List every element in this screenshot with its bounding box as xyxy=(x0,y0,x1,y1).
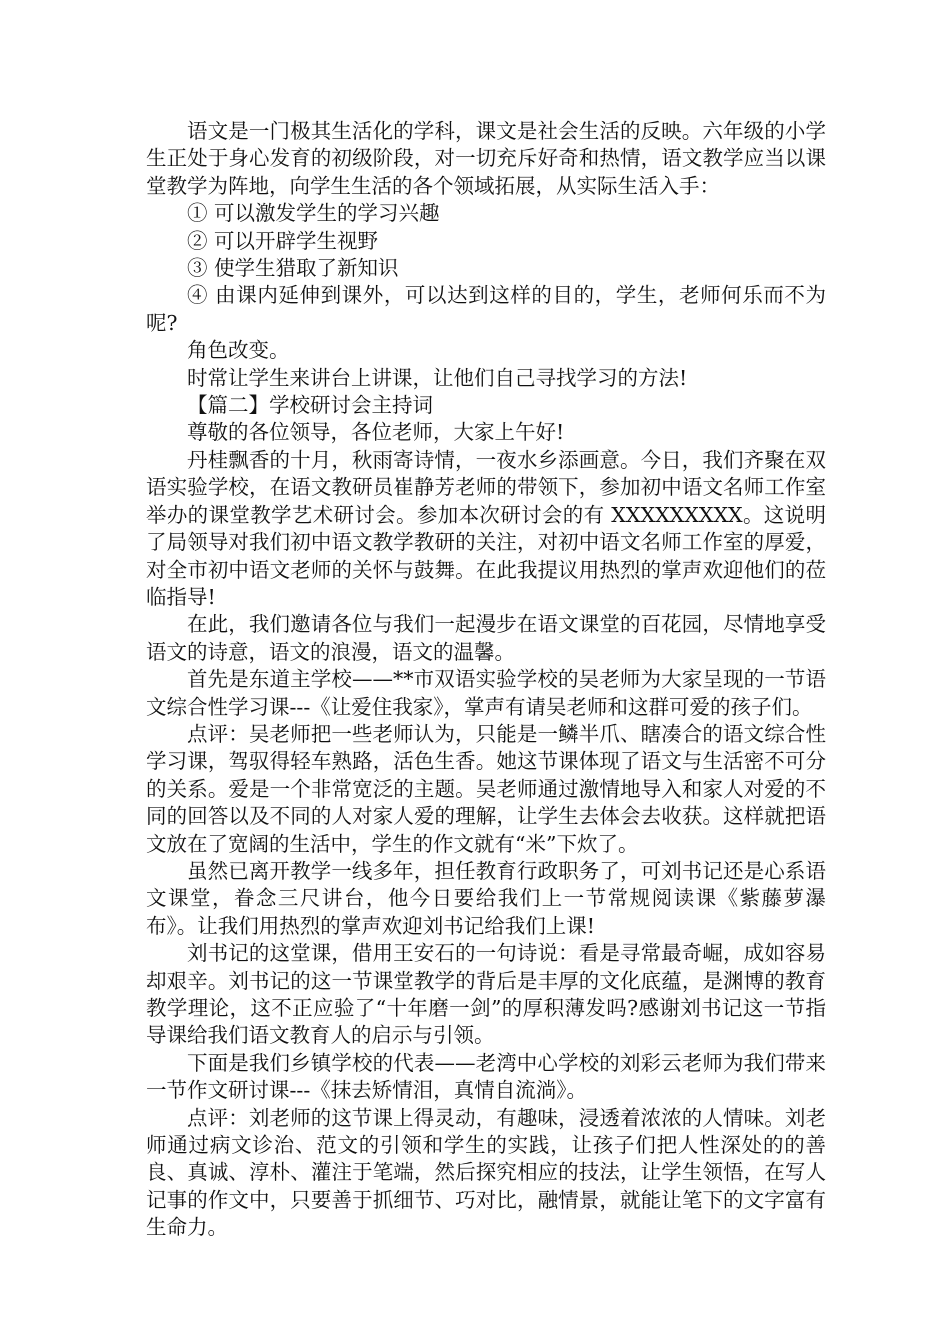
paragraph-intro: 语文是一门极其生活化的学科，课文是社会生活的反映。六年级的小学生正处于身心发育的初级阶段，对一切充斥好奇和热情，语文教学应当以课堂教学为阵地，向学生生活的各个领域拓展，从实际生活入手： xyxy=(146,119,826,198)
paragraph-opening: 丹桂飘香的十月，秋雨寄诗情，一夜水乡添画意。今日，我们齐聚在双语实验学校，在语文教研员崔静芳老师的带领下，参加初中语文名师工作室举办的课堂教学艺术研讨会。参加本次研讨会的有 XXXXXXXXX。这说明了局领导对我们初中语文教学教研的关注，对初中语文名师工作室的厚爱，对全市初中语文老师的关怀与鼓舞。在此我提议用热烈的掌声欢迎他们的莅临指导! xyxy=(146,447,826,609)
list-item-2: ② 可以开辟学生视野 xyxy=(187,228,379,253)
paragraph-third-lesson: 下面是我们乡镇学校的代表——老湾中心学校的刘彩云老师为我们带来一节作文研讨课---《抹去矫情泪，真情自流淌》。 xyxy=(146,1050,826,1103)
paragraph-student-teaching: 时常让学生来讲台上讲课，让他们自己寻找学习的方法! xyxy=(187,365,688,390)
paragraph-role-change: 角色改变。 xyxy=(187,338,290,363)
list-item-4: ④ 由课内延伸到课外，可以达到这样的目的，学生，老师何乐而不为呢? xyxy=(146,283,826,335)
list-item-3: ③ 使学生猎取了新知识 xyxy=(187,256,399,281)
section-heading: 【篇二】学校研讨会主持词 xyxy=(187,393,433,418)
list-item-1: ① 可以激发学生的学习兴趣 xyxy=(187,201,440,226)
paragraph-comment-wu: 点评：吴老师把一些老师认为，只能是一鳞半爪、瞎凑合的语文综合性学习课，驾驭得轻车熟路，活色生香。她这节课体现了语文与生活密不可分的关系。爱是一个非常宽泛的主题。吴老师通过激情地导入和家人对爱的不同的回答以及不同的人对家人爱的理解，让学生去体会去收获。这样就把语文放在了宽阔的生活中，学生的作文就有“米”下炊了。 xyxy=(146,721,826,856)
paragraph-greeting: 尊敬的各位领导，各位老师，大家上午好! xyxy=(187,420,565,445)
paragraph-comment-liu-teacher: 点评：刘老师的这节课上得灵动，有趣味，浸透着浓浓的人情味。刘老师通过病文诊治、范文的引领和学生的实践，让孩子们把人性深处的的善良、真诚、淳朴、灌注于笔端，然后探究相应的技法，让学生领悟，在写人记事的作文中，只要善于抓细节、巧对比，融情景，就能让笔下的文字富有生命力。 xyxy=(146,1105,826,1240)
paragraph-comment-liu-secretary: 刘书记的这堂课，借用王安石的一句诗说：看是寻常最奇崛，成如容易却艰辛。刘书记的这一节课堂教学的背后是丰厚的文化底蕴，是渊博的教育教学理论，这不正应验了“十年磨一剑”的厚积薄发吗?感谢刘书记这一节指导课给我们语文教育人的启示与引领。 xyxy=(146,941,826,1048)
document-page xyxy=(146,118,826,1242)
paragraph-invitation: 在此，我们邀请各位与我们一起漫步在语文课堂的百花园，尽情地享受语文的诗意，语文的浪漫，语文的温馨。 xyxy=(146,612,826,664)
paragraph-first-lesson: 首先是东道主学校——**市双语实验学校的吴老师为大家呈现的一节语文综合性学习课---《让爱住我家》，掌声有请吴老师和这群可爱的孩子们。 xyxy=(146,667,826,719)
paragraph-liu-intro: 虽然已离开教学一线多年，担任教育行政职务了，可刘书记还是心系语文课堂，眷念三尺讲台，他今日要给我们上一节常规阅读课《紫藤萝瀑布》。让我们用热烈的掌声欢迎刘书记给我们上课! xyxy=(146,858,826,938)
